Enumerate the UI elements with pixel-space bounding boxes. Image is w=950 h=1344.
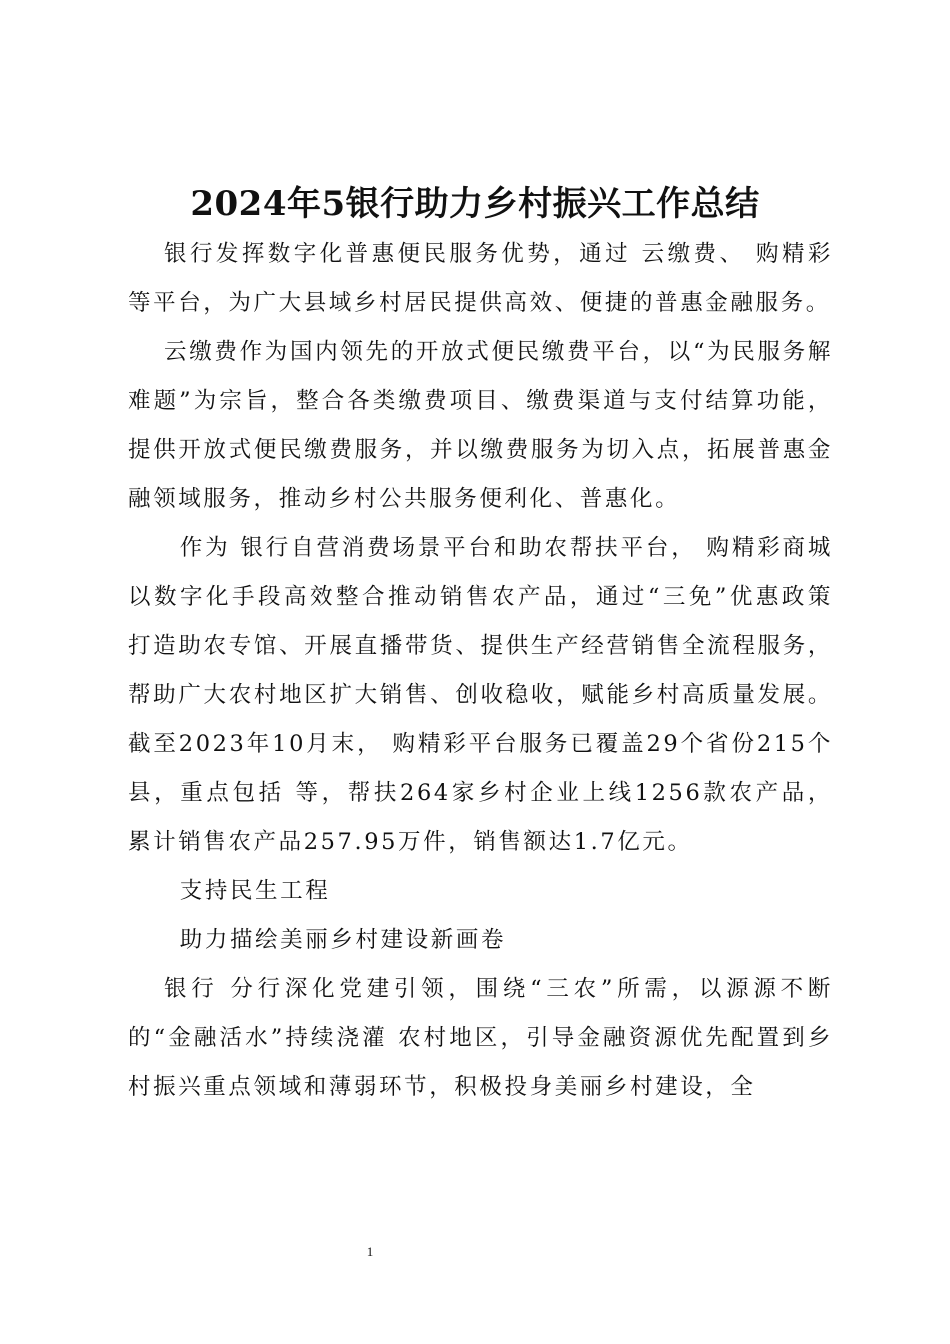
- page-number: 1: [366, 1244, 374, 1259]
- document-title: 2024年5银行助力乡村振兴工作总结: [190, 184, 760, 224]
- section-heading-livelihood: 支持民生工程: [179, 878, 331, 904]
- paragraph-intro: 银行发挥数字化普惠便民服务优势，通过 云缴费、 购精彩等平台，为广大县域乡村居民提供高效、便捷的普惠金融服务。: [128, 241, 833, 316]
- paragraph-branch: 银行 分行深化党建引领，围绕“三农”所需，以源源不断的“金融活水”持续浇灌 农村地区，引导金融资源优先配置到乡村振兴重点领域和薄弱环节，积极投身美丽乡村建设，全: [128, 976, 833, 1100]
- paragraph-yunjiaofei: 云缴费作为国内领先的开放式便民缴费平台，以“为民服务解难题”为宗旨，整合各类缴费项目、缴费渠道与支付结算功能，提供开放式便民缴费服务，并以缴费服务为切入点，拓展普惠金融领域服务，推动乡村公共服务便利化、普惠化。: [128, 339, 833, 512]
- document-body: [128, 230, 833, 1112]
- section-heading-beautiful-village: 助力描绘美丽乡村建设新画卷: [179, 927, 507, 953]
- paragraph-goujingcai: 作为 银行自营消费场景平台和助农帮扶平台， 购精彩商城以数字化手段高效整合推动销售农产品，通过“三免”优惠政策打造助农专馆、开展直播带货、提供生产经营销售全流程服务，帮助广大农村地区扩大销售、创收稳收，赋能乡村高质量发展。截至2023年10月末， 购精彩平台服务已覆盖29个省份215个县，重点包括 等，帮扶264家乡村企业上线1256款农产品，累计销售农产品257.95万件，销售额达1.7亿元。: [128, 535, 833, 855]
